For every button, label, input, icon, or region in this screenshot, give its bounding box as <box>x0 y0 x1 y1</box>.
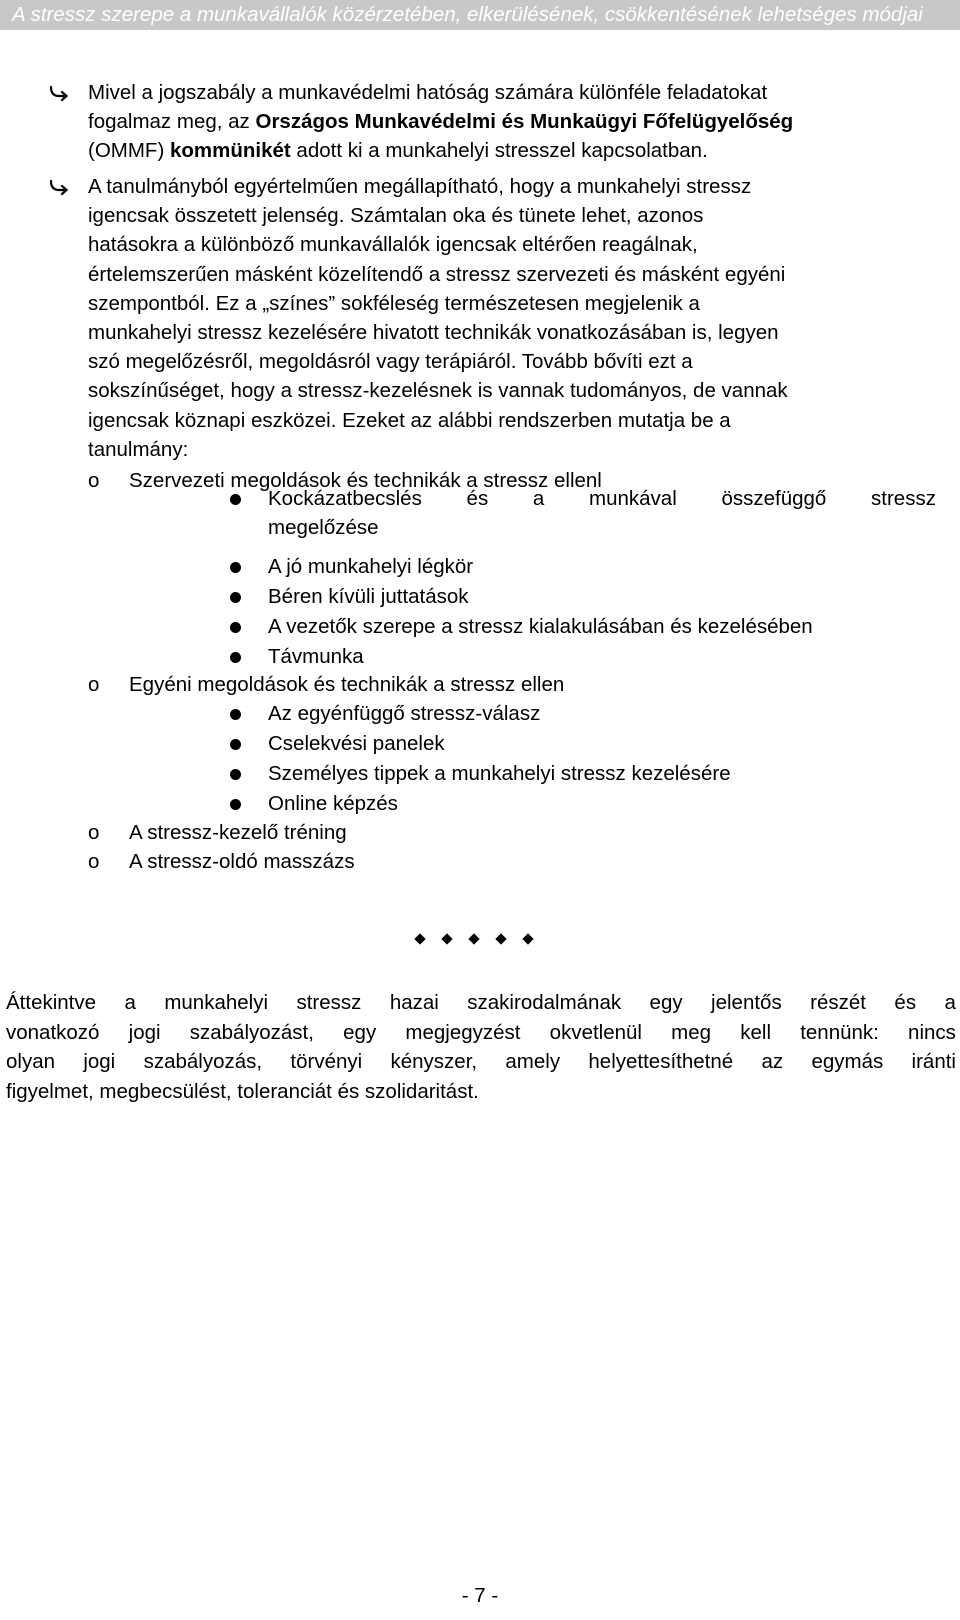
word: nincs <box>908 1020 956 1044</box>
word: helyettesíthetné <box>588 1050 734 1073</box>
paragraph-line <box>88 435 958 464</box>
word: összefüggő <box>721 487 827 510</box>
word: megjegyzést <box>405 1020 521 1044</box>
list-marker-o: o <box>88 821 100 844</box>
bullet-paragraph <box>88 172 958 464</box>
diamond-icon <box>495 933 506 944</box>
bullet-icon <box>230 799 241 810</box>
paragraph-line: figyelmet, megbecsülést, toleranciát és szolidaritást. <box>6 1079 479 1103</box>
section-separator <box>414 932 554 948</box>
right-arrow-icon <box>48 82 70 102</box>
word: munkával <box>589 487 677 510</box>
word: olyan <box>6 1050 56 1073</box>
word: egy <box>343 1020 377 1044</box>
bullet-item-text: Cselekvési panelek <box>268 732 445 755</box>
paragraph-line <box>88 78 958 107</box>
word: a <box>532 487 545 510</box>
paragraph-line <box>88 376 958 405</box>
diamond-icon <box>414 933 425 944</box>
paragraph-line <box>88 172 958 201</box>
word: törvényi <box>290 1050 363 1073</box>
bold-text: Országos Munkavédelmi és Munkaügyi Főfelügyelőség <box>255 110 794 134</box>
word: jogi <box>83 1050 116 1073</box>
bullet-item-text: Az egyénfüggő stressz-válasz <box>268 702 541 725</box>
word: a <box>944 991 956 1014</box>
page-number: - 7 - <box>461 1584 499 1607</box>
bullet-item-text: Távmunka <box>268 645 364 668</box>
word: Áttekintve <box>6 991 97 1014</box>
text-run: értelemszerűen másként közelítendő a stressz szervezeti és másként egyéni <box>88 262 786 286</box>
word: kényszer, <box>390 1050 478 1073</box>
text-run: (OMMF) <box>88 139 170 163</box>
word: Kockázatbecslés <box>268 487 422 510</box>
bullet-item-text: Online képzés <box>268 792 398 815</box>
word: iránti <box>911 1050 956 1073</box>
bullet-icon <box>230 622 241 633</box>
word: szakirodalmának <box>467 991 622 1014</box>
paragraph-line <box>6 988 956 1018</box>
bullet-item-text: Béren kívüli juttatások <box>268 585 469 608</box>
paragraph-line <box>88 136 958 165</box>
bullet-item-text: Személyes tippek a munkahelyi stressz kezelésére <box>268 762 731 785</box>
bullet-icon <box>230 739 241 750</box>
list-marker-o: o <box>88 673 100 696</box>
paragraph-line <box>88 201 958 230</box>
word: stressz <box>296 991 362 1014</box>
bullet-icon <box>230 592 241 603</box>
paragraph-line <box>88 260 958 289</box>
paragraph-line <box>88 347 958 376</box>
word: hazai <box>389 991 439 1014</box>
text-run: adott ki a munkahelyi stresszel kapcsolatban. <box>290 139 708 163</box>
diamond-icon <box>441 933 452 944</box>
bullet-icon <box>230 652 241 663</box>
text-run: munkahelyi stressz kezelésére hivatott technikák vonatkozásában is, legyen <box>88 321 779 345</box>
outline-item-label: Egyéni megoldások és technikák a stressz ellen <box>129 673 565 696</box>
outline-item-label: Szervezeti megoldások és technikák a stressz ellenl <box>129 469 602 492</box>
word: munkahelyi <box>164 991 269 1014</box>
paragraph-line <box>88 289 958 318</box>
outline-item-label: A stressz-oldó masszázs <box>129 850 355 873</box>
text-run: szó megelőzésről, megoldásról vagy terápiáról. Tovább bővíti ezt a <box>88 350 693 374</box>
word: az <box>761 1050 784 1073</box>
word: szabályozás, <box>143 1050 263 1073</box>
bold-text: kommünikét <box>169 139 291 163</box>
bullet-item-text <box>268 484 936 514</box>
bullet-item-text: A jó munkahelyi légkör <box>268 555 474 578</box>
paragraph-line <box>88 406 958 435</box>
word: jelentős <box>711 991 782 1014</box>
text-run: igencsak összetett jelenség. Számtalan oka és tünete lehet, azonos <box>88 204 704 228</box>
word: vonatkozó <box>6 1020 100 1044</box>
word: amely <box>505 1050 561 1073</box>
list-marker-o: o <box>88 469 100 492</box>
text-run: hatásokra a különböző munkavállalók igencsak eltérően reagálnak, <box>88 233 698 257</box>
right-arrow-icon <box>48 176 70 196</box>
word: meg <box>671 1020 712 1044</box>
diamond-icon <box>468 933 479 944</box>
paragraph-line <box>6 1047 956 1077</box>
list-marker-o: o <box>88 850 100 873</box>
word: kell <box>740 1020 772 1044</box>
bullet-icon <box>230 494 241 505</box>
text-run: A tanulmányból egyértelműen megállapítható, hogy a munkahelyi stressz <box>88 175 752 198</box>
word: szabályozást, <box>189 1020 314 1044</box>
word: jogi <box>128 1020 161 1044</box>
text-run: sokszínűséget, hogy a stressz-kezelésnek is vannak tudományos, de vannak <box>88 379 788 403</box>
word: stressz <box>871 487 936 510</box>
word: tennünk: <box>800 1020 879 1044</box>
word: egy <box>649 991 683 1014</box>
header-title: A stressz szerepe a munkavállalók közérzetében, elkerülésének, csökkentésének lehetséges módjai <box>12 3 923 26</box>
bullet-item-text: A vezetők szerepe a stressz kialakulásában és kezelésében <box>268 615 813 638</box>
paragraph-line <box>6 1018 956 1048</box>
word: egymás <box>811 1050 884 1073</box>
header-bar <box>0 0 960 30</box>
bullet-icon <box>230 769 241 780</box>
text-run: szempontból. Ez a „színes” sokféleség természetesen megjelenik a <box>88 291 700 315</box>
diamond-icon <box>522 933 533 944</box>
text-run: igencsak köznapi eszközei. Ezeket az alábbi rendszerben mutatja be a <box>88 408 731 432</box>
word: okvetlenül <box>549 1020 642 1044</box>
bullet-icon <box>230 709 241 720</box>
bullet-paragraph <box>88 78 958 166</box>
bullet-item-text-continued: megelőzése <box>268 516 379 539</box>
word: és <box>466 487 489 510</box>
text-run: fogalmaz meg, az <box>88 110 256 134</box>
word: a <box>124 991 136 1014</box>
paragraph-line <box>88 318 958 347</box>
text-run: Mivel a jogszabály a munkavédelmi hatóság számára különféle feladatokat <box>88 81 768 104</box>
paragraph-line <box>88 230 958 259</box>
paragraph-line <box>88 107 958 136</box>
outline-item-label: A stressz-kezelő tréning <box>129 821 347 844</box>
word: és <box>894 991 917 1014</box>
bullet-icon <box>230 562 241 573</box>
text-run: tanulmány: <box>88 437 189 461</box>
word: részét <box>810 991 866 1014</box>
